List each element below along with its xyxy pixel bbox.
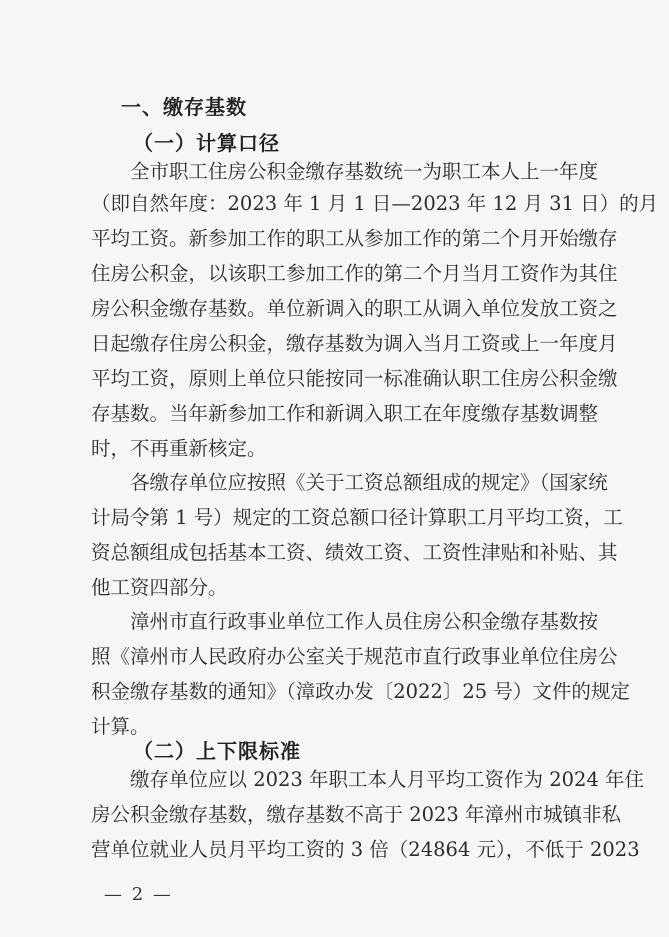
paragraph-line: 他工资四部分。 — [91, 576, 228, 599]
paragraph-line: 计局令第 1 号）规定的工资总额口径计算职工月平均工资，工 — [91, 506, 623, 529]
paragraph-line: （即自然年度：2023 年 1 月 1 日—2023 年 12 月 31 日）的月 — [91, 192, 659, 215]
paragraph-line: 计算。 — [91, 715, 150, 738]
paragraph-line: 住房公积金，以该职工参加工作的第二个月当月工资作为其住 — [91, 262, 618, 285]
paragraph-line: 平均工资。新参加工作的职工从参加工作的第二个月开始缴存 — [91, 227, 618, 250]
paragraph-line: 日起缴存住房公积金，缴存基数为调入当月工资或上一年度月 — [91, 332, 618, 355]
paragraph-line: 照《漳州市人民政府办公室关于规范市直行政事业单位住房公 — [91, 645, 618, 668]
section-heading: 一、缴存基数 — [121, 95, 247, 119]
paragraph-line: 漳州市直行政事业单位工作人员住房公积金缴存基数按 — [130, 610, 599, 633]
paragraph-line: 平均工资，原则上单位只能按同一标准确认职工住房公积金缴 — [91, 367, 618, 390]
paragraph-line: 各缴存单位应按照《关于工资总额组成的规定》（国家统 — [130, 471, 608, 494]
paragraph-line: 存基数。当年新参加工作和新调入职工在年度缴存基数调整 — [91, 402, 599, 425]
paragraph-line: 时，不再重新核定。 — [91, 437, 267, 460]
subsection-heading-calculation: （一）计算口径 — [133, 131, 280, 155]
paragraph-line: 房公积金缴存基数。单位新调入的职工从调入单位发放工资之 — [91, 297, 618, 320]
paragraph-line: 房公积金缴存基数，缴存基数不高于 2023 年漳州市城镇非私 — [91, 803, 622, 826]
page-number: — 2 — — [104, 884, 173, 905]
paragraph-line: 缴存单位应以 2023 年职工本人月平均工资作为 2024 年住 — [130, 768, 645, 791]
paragraph-line: 全市职工住房公积金缴存基数统一为职工本人上一年度 — [130, 160, 599, 183]
paragraph-line: 资总额组成包括基本工资、绩效工资、工资性津贴和补贴、其 — [91, 541, 618, 564]
subsection-heading-limits: （二）上下限标准 — [133, 739, 301, 763]
paragraph-line: 积金缴存基数的通知》（漳政办发〔2022〕25 号）文件的规定 — [91, 680, 630, 703]
paragraph-line: 营单位就业人员月平均工资的 3 倍（24864 元），不低于 2023 — [91, 838, 640, 861]
